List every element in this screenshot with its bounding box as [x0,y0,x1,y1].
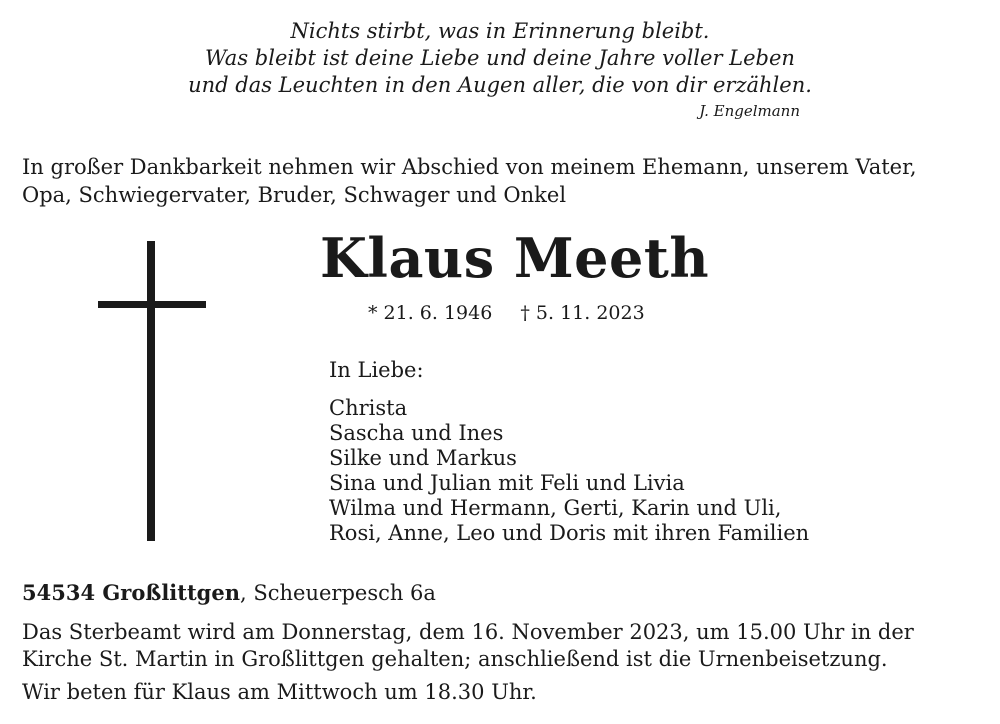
mourner-entry: Sascha und Ines [329,421,504,445]
mourner-entry: Silke und Markus [329,446,517,470]
birth-date: * 21. 6. 1946 [368,302,493,324]
address [22,580,436,605]
life-dates [368,302,667,324]
poem-line: Was bleibt ist deine Liebe und deine Jahre voller Leben [205,46,795,70]
mourner-entry: Rosi, Anne, Leo und Doris mit ihren Familien [329,521,810,545]
address-town: 54534 Großlittgen [22,580,240,605]
service-line: Das Sterbeamt wird am Donnerstag, dem 16. November 2023, um 15.00 Uhr in der [22,620,914,644]
cross-vertical-bar [147,241,155,541]
poem-line: und das Leuchten in den Augen aller, die von dir erzählen. [188,73,812,97]
poem-line: Nichts stirbt, was in Erinnerung bleibt. [290,19,710,43]
address-street: , Scheuerpesch 6a [240,581,436,605]
mourner-entry: Wilma und Hermann, Gerti, Karin und Uli, [329,496,782,520]
mourners-label: In Liebe: [329,358,424,382]
intro-line: In großer Dankbarkeit nehmen wir Abschied von meinem Ehemann, unserem Vater, [22,155,917,179]
poem [150,18,850,99]
prayer-info: Wir beten für Klaus am Mittwoch um 18.30 Uhr. [22,680,537,704]
service-line: Kirche St. Martin in Großlittgen gehalten; anschließend ist die Urnenbeisetzung. [22,647,888,671]
deceased-name: Klaus Meeth [320,226,710,290]
mourner-entry: Christa [329,396,408,420]
mourners-list [329,396,809,546]
cross-icon [98,241,206,541]
poem-author: J. Engelmann [699,102,800,120]
cross-horizontal-bar [98,301,206,308]
intro-text [22,153,992,209]
intro-line: Opa, Schwiegervater, Bruder, Schwager und Onkel [22,183,567,207]
mourner-entry: Sina und Julian mit Feli und Livia [329,471,685,495]
service-info [22,619,992,673]
death-date: † 5. 11. 2023 [520,302,645,324]
